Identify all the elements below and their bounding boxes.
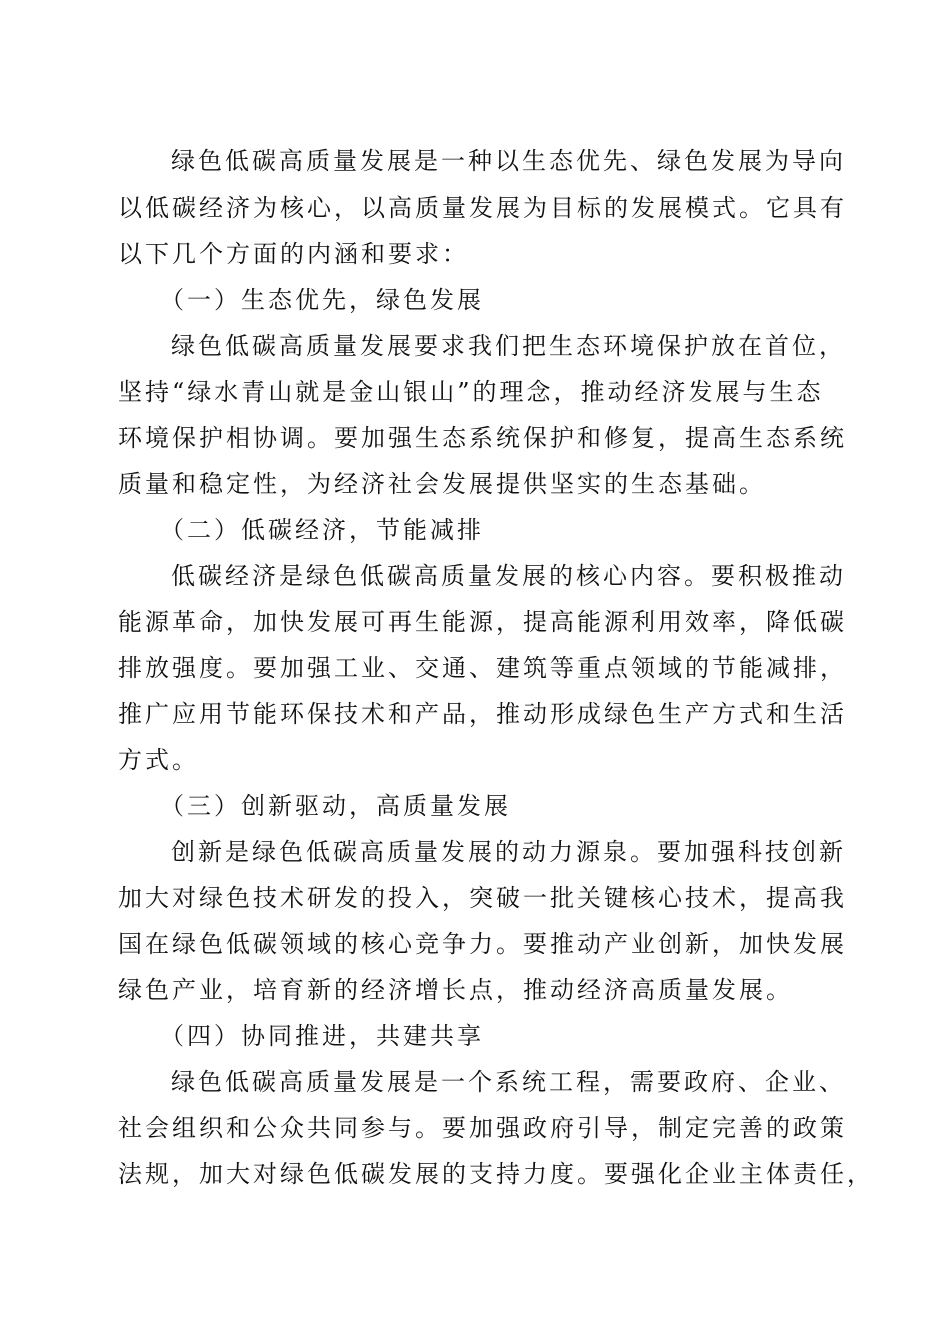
- intro-line-2: 以低碳经济为核心，以高质量发展为目标的发展模式。它具有: [118, 194, 847, 222]
- section1-line-4: 质量和稳定性，为经济社会发展提供坚实的生态基础。: [118, 470, 766, 498]
- section1-line-1: 绿色低碳高质量发展要求我们把生态环境保护放在首位，: [171, 332, 846, 360]
- section2-heading: （二）低碳经济，节能减排: [160, 516, 484, 544]
- section3-heading: （三）创新驱动，高质量发展: [160, 792, 511, 820]
- section4-line-2: 社会组织和公众共同参与。要加强政府引导，制定完善的政策: [118, 1114, 847, 1142]
- section2-line-3: 排放强度。要加强工业、交通、建筑等重点领域的节能减排，: [118, 654, 847, 682]
- section4-line-1: 绿色低碳高质量发展是一个系统工程，需要政府、企业、: [171, 1068, 846, 1096]
- section1-line-3: 环境保护相协调。要加强生态系统保护和修复，提高生态系统: [118, 424, 847, 452]
- section2-line-5: 方式。: [118, 746, 199, 774]
- intro-line-3: 以下几个方面的内涵和要求：: [118, 240, 469, 268]
- section2-line-1: 低碳经济是绿色低碳高质量发展的核心内容。要积极推动: [171, 562, 846, 590]
- section2-line-4: 推广应用节能环保技术和产品，推动形成绿色生产方式和生活: [118, 700, 847, 728]
- intro-line-1: 绿色低碳高质量发展是一种以生态优先、绿色发展为导向: [171, 147, 846, 175]
- section3-line-3: 国在绿色低碳领域的核心竞争力。要推动产业创新，加快发展: [118, 930, 847, 958]
- section3-line-1: 创新是绿色低碳高质量发展的动力源泉。要加强科技创新: [171, 838, 846, 866]
- section2-line-2: 能源革命，加快发展可再生能源，提高能源利用效率，降低碳: [118, 608, 847, 636]
- section4-heading: （四）协同推进，共建共享: [160, 1022, 484, 1050]
- section1-line-2: 坚持“绿水青山就是金山银山”的理念，推动经济发展与生态: [118, 378, 824, 406]
- section3-line-2: 加大对绿色技术研发的投入，突破一批关键核心技术，提高我: [118, 884, 847, 912]
- section4-line-3: 法规，加大对绿色低碳发展的支持力度。要强化企业主体责任，: [118, 1160, 874, 1188]
- section1-heading: （一）生态优先，绿色发展: [160, 286, 484, 314]
- section3-line-4: 绿色产业，培育新的经济增长点，推动经济高质量发展。: [118, 976, 793, 1004]
